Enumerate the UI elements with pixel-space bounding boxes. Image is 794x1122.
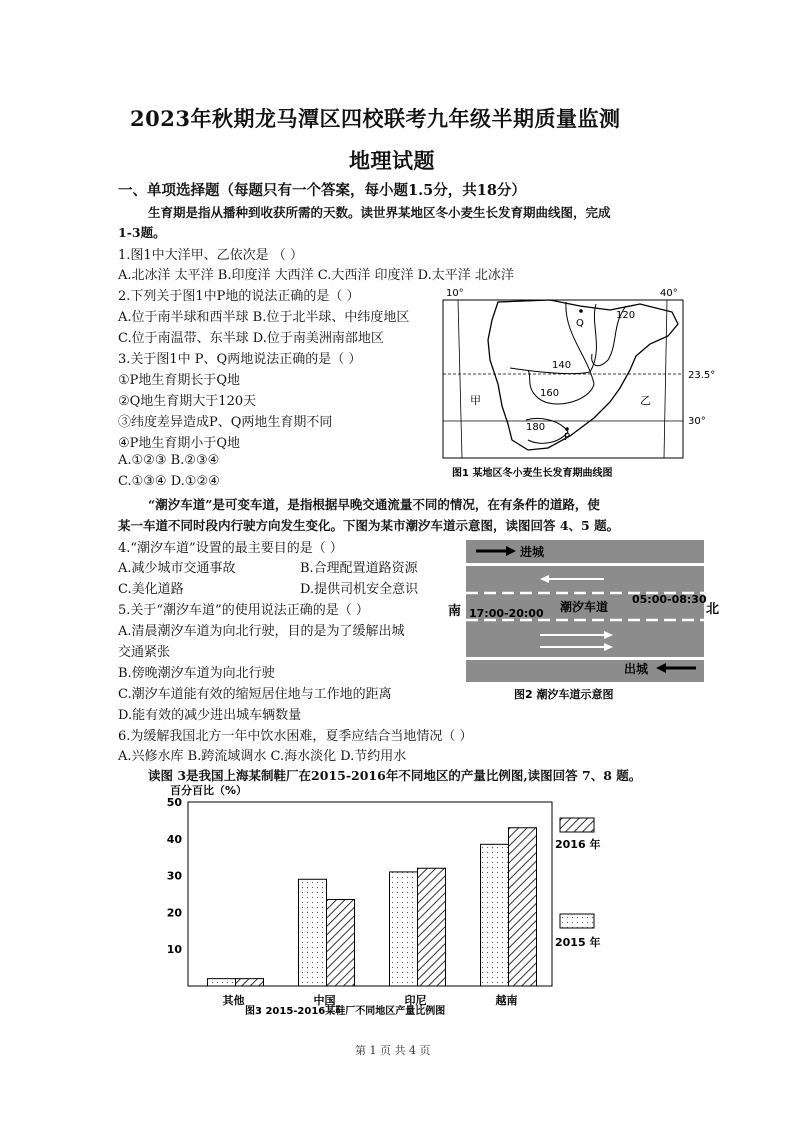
figure-3-bar-chart	[150, 780, 610, 1020]
isoline-140-label: 140	[552, 360, 572, 371]
intro-2-line1: “潮汐车道”是可变车道，是指根据早晚交通流量不同的情况，在有条件的道路，使	[148, 497, 600, 512]
x-tick-label-0: 其他	[222, 994, 245, 1007]
q2-stem: 2.下列关于图1中P地的说法正确的是（ ）	[118, 289, 360, 304]
bar-2016-1	[327, 900, 355, 986]
page-footer: 第 1 页 共 4 页	[355, 1044, 431, 1057]
q5-stem: 5.关于“潮汐车道”的使用说法正确的是（ ）	[118, 603, 369, 618]
figure-1-caption: 图1 某地区冬小麦生长发育期曲线图	[452, 468, 613, 479]
q5-option-b: B.傍晚潮汐车道为向北行驶	[118, 666, 275, 681]
q3-statement-4: ④P地生育期小于Q地	[118, 436, 241, 451]
q5-option-c: C.潮汐车道能有效的缩短居住地与工作地的距离	[118, 687, 392, 702]
q6-stem: 6.为缓解我国北方一年中饮水困难，夏季应结合当地情况（ ）	[118, 729, 473, 744]
meridian-10	[458, 300, 462, 458]
q3-options-ab: A.①②③ B.②③④	[118, 453, 220, 468]
legend-label-2016: 2016 年	[555, 838, 601, 851]
q4-option-a: A.减少城市交通事故	[118, 561, 236, 576]
figure-3-caption: 图3 2015-2016某鞋厂不同地区产量比例图	[245, 1006, 446, 1017]
q5-option-d: D.能有效的减少进出城车辆数量	[118, 708, 302, 723]
q1-options: A.北冰洋 太平洋 B.印度洋 大西洋 C.大西洋 印度洋 D.太平洋 北冰洋	[118, 268, 514, 283]
x-tick-label-2: 印尼	[404, 994, 427, 1007]
isoline-160-label: 160	[540, 388, 560, 399]
intro-3: 读图 3是我国上海某制鞋厂在2015-2016年不同地区的产量比例图,读图回答 7、8 题。	[148, 768, 642, 783]
q4-stem: 4.“潮汐车道”设置的最主要目的是（ ）	[118, 541, 343, 556]
meridian-40	[664, 300, 667, 458]
q2-options-cd: C.位于南温带、东半球 D.位于南美洲南部地区	[118, 331, 384, 346]
q3-options-cd: C.①③④ D.①②④	[118, 474, 220, 489]
lon-left-label: 10°	[446, 288, 464, 299]
q1-stem: 1.图1中大洋甲、乙依次是 （ ）	[118, 248, 303, 263]
legend-swatch-2016	[560, 818, 594, 832]
figure-2-tidal-lane	[444, 537, 720, 707]
bar-2016-3	[509, 828, 537, 986]
bar-2016-2	[418, 868, 446, 986]
ocean-yi-label: 乙	[640, 394, 651, 407]
bar-2016-0	[236, 979, 264, 986]
bar-2015-0	[208, 979, 236, 986]
y-tick-label-20: 20	[166, 906, 182, 920]
label-north: 北	[706, 602, 720, 617]
x-tick-label-3: 越南	[495, 994, 518, 1007]
label-evening-time: 17:00-20:00	[469, 607, 544, 620]
bar-2015-1	[299, 879, 327, 986]
intro-1-line1: 生育期是指从播种到收获所需的天数。读世界某地区冬小麦生长发育期曲线图，完成	[148, 205, 611, 220]
q4-option-b: B.合理配置道路资源	[300, 561, 418, 576]
intro-1-line2: 1-3题。	[118, 225, 166, 240]
y-tick-label-10: 10	[166, 943, 182, 957]
y-axis-title: 百分百比（%）	[170, 784, 248, 797]
section-heading: 一、单项选择题（每题只有一个答案，每小题1.5分，共18分）	[118, 182, 526, 199]
label-south: 南	[448, 604, 462, 619]
intro-2-line2: 某一车道不同时段内行驶方向发生变化。下图为某市潮汐车道示意图，读图回答 4、5 题。	[118, 518, 620, 533]
y-tick-label-40: 40	[166, 832, 182, 846]
lat-30-label: 30°	[688, 416, 706, 427]
isoline-120-label: 120	[616, 310, 636, 321]
q4-option-c: C.美化道路	[118, 582, 184, 597]
q3-statement-1: ①P地生育期长于Q地	[118, 373, 241, 388]
q4-option-d: D.提供司机安全意识	[300, 582, 419, 597]
road-edge-bottom	[466, 657, 704, 660]
ocean-jia-label: 甲	[470, 394, 481, 407]
label-in-city: 进城	[520, 545, 545, 559]
q3-statement-3: ③纬度差异造成P、Q两地生育期不同	[118, 415, 333, 430]
label-tidal-lane: 潮汐车道	[560, 600, 609, 614]
point-p-dot	[565, 427, 569, 431]
q3-stem: 3.关于图1中 P、Q两地说法正确的是（ ）	[118, 352, 362, 367]
q5-option-a-line2: 交通紧张	[118, 645, 171, 660]
map-frame	[443, 300, 683, 458]
x-tick-labels	[223, 993, 518, 1007]
q2-options-ab: A.位于南半球和西半球 B.位于北半球、中纬度地区	[118, 310, 410, 325]
figure-1-map	[440, 284, 715, 484]
point-q-label: Q	[576, 318, 584, 329]
q5-option-a-line1: A.清晨潮汐车道为向北行驶，目的是为了缓解出城	[118, 624, 405, 639]
exam-title: 2023年秋期龙马潭区四校联考九年级半期质量监测	[130, 106, 621, 131]
lat-23-label: 23.5°	[688, 370, 715, 381]
lon-right-label: 40°	[660, 288, 678, 299]
label-out-city: 出城	[624, 662, 649, 676]
bar-2015-2	[390, 872, 418, 986]
exam-subtitle: 地理试题	[349, 148, 435, 173]
label-morning-time: 05:00-08:30	[632, 593, 707, 606]
y-tick-label-50: 50	[166, 796, 182, 809]
q6-options: A.兴修水库 B.跨流域调水 C.海水淡化 D.节约用水	[118, 749, 407, 764]
bar-2015-3	[481, 844, 509, 986]
y-ticks	[167, 796, 183, 956]
x-tick-label-1: 中国	[313, 994, 336, 1007]
isoline-160	[528, 302, 594, 404]
q3-statement-2: ②Q地生育期大于120天	[118, 394, 257, 409]
legend-label-2015: 2015 年	[555, 936, 601, 949]
y-tick-label-30: 30	[166, 869, 182, 883]
isoline-180-label: 180	[526, 422, 546, 433]
point-q-dot	[579, 309, 583, 313]
point-p-label: P	[564, 432, 571, 443]
road-edge-top	[466, 563, 704, 566]
figure-2-caption: 图2 潮汐车道示意图	[514, 688, 614, 701]
legend-swatch-2015	[560, 914, 594, 928]
